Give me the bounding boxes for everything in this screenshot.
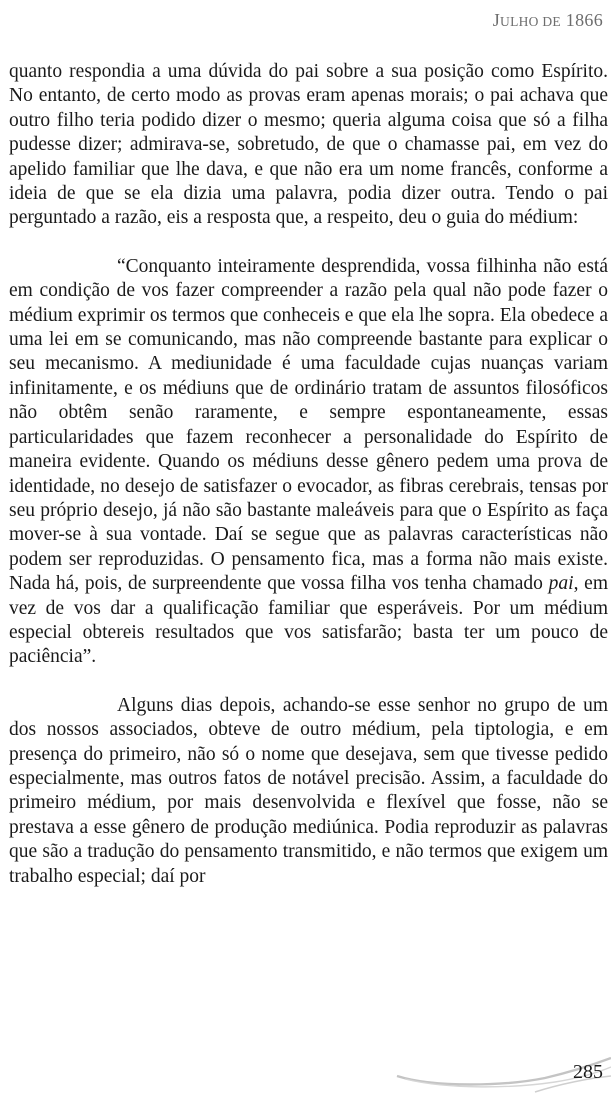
header-year: 1866	[565, 10, 603, 30]
emphasized-word: pai	[548, 573, 574, 595]
header-initial: J	[492, 10, 501, 30]
paragraph-3: Alguns dias depois, achando-se esse senhor no grupo de um dos nossos associados, obteve de outro médium, pela tiptologia, e em presença do primeiro, não só o nome que desejava, sem que tivesse pedido especialmente, mas outros fatos de notável precisão. Assim, a faculdade do primeiro médium, por mais desenvolvida e flexível que fosse, não se prestava a esse gênero de produção mediúnica. Podia reproduzir as palavras que são a tradução do pensamento transmitido, e não termos que exigem um trabalho especial; daí por	[9, 694, 608, 887]
quote-text-before: “Conquanto inteiramente desprendida, vossa filhinha não está em condição de vos fazer compreender a razão pela qual não pode fazer o médium exprimir os termos que conheceis e que ela lhe sopra. Ela obedece a uma lei em se comunicando, mas não compreende bastante para explicar o seu mecanismo. A mediunidade é uma faculdade cujas nuanças variam infinitamente, e os médiuns que de ordinário tratam de assuntos filosóficos não obtêm senão raramente, e sempre espontaneamente, essas particularidades que fazem reconhecer a personalidade do Espírito de maneira evidente. Quando os médiuns desse gênero pedem uma prova de identidade, no desejo de satisfazer o evocador, as fibras cerebrais, tensas por seu próprio desejo, já não são bastante maleáveis para que o Espírito as faça mover-se à sua vontade. Daí se segue que as palavras características não podem ser reproduzidas. O pensamento fica, mas a forma não mais existe. Nada há, pois, de surpreendente que vossa filha vos tenha chamado	[9, 255, 608, 595]
quote-text-after: , em vez de vos dar a qualificação familiar que esperáveis. Por um médium especial obtereis resultados que vos satisfarão; basta ter um pouco de paciência”.	[9, 573, 608, 668]
body-text	[9, 60, 608, 889]
page-number: 285	[573, 1061, 603, 1083]
paragraph-2-quote	[9, 255, 608, 670]
header-title-smallcaps: ULHO DE	[500, 14, 561, 29]
running-header	[493, 10, 603, 31]
paragraph-1: quanto respondia a uma dúvida do pai sobre a sua posição como Espírito. No entanto, de certo modo as provas eram apenas morais; o pai achava que outro filho teria podido dizer o mesmo; queria alguma coisa que só a filha pudesse dizer; admirava-se, sobretudo, de que o chamasse pai, em vez do apelido familiar que lhe dava, e que não era um nome francês, conforme a ideia de que se ela dizia uma palavra, podia dizer outra. Tendo o pai perguntado a razão, eis a resposta que, a respeito, deu o guia do médium:	[9, 61, 608, 229]
